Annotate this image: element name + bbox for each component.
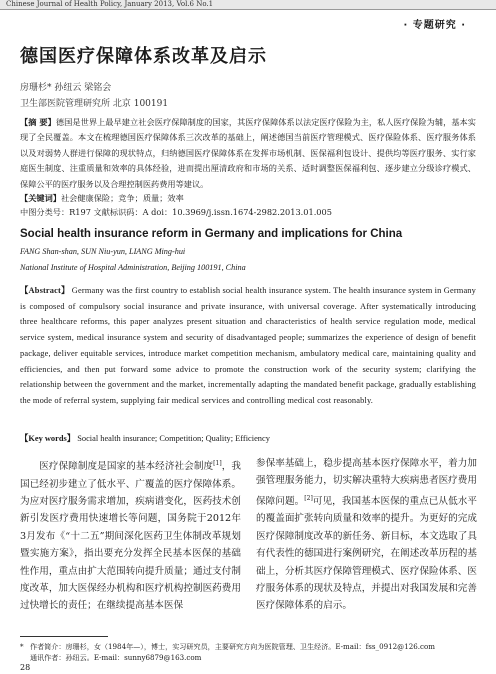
keywords-en bbox=[20, 432, 476, 444]
abstract-en-text: Germany was the first country to establish social health insurance system. The health insurance system in Germany is composed of compulsory social insurance and private insurance, with universal coverage. After systematically introducing three healthcare reforms, this paper analyzes present situation and characteristics of health service regulation mode, medical service system, medical insurance system and security of disadvantaged people; summarizes the experience of design of benefit package, deliver equitable services, introduce market competition mechanism, ambulatory medical care, maintaining quality and efficiencies, and then put forward some advice to promote the construction work of the security system; clarifying the relationship between the government and the market, incrementally adapting the mandated benefit package, gradually establishing the mode of referral system, supplying fair medical services and controlling medical cost reasonably. bbox=[20, 286, 476, 405]
footnote-line-author bbox=[20, 641, 476, 652]
abstract-en bbox=[20, 283, 476, 409]
article-title-zh: 德国医疗保障体系改革及启示 bbox=[20, 46, 267, 67]
citation-ref-1[interactable]: [1] bbox=[213, 460, 222, 467]
keywords-zh bbox=[20, 191, 476, 206]
keywords-zh-label: 【关键词】 bbox=[20, 193, 61, 203]
citation-ref-2[interactable]: [2] bbox=[304, 494, 313, 502]
body-left-text-b: ，我国已经初步建立了低水平、广覆盖的医疗保障体系。为应对医疗服务需求增加，疾病谱变化，医药技术创新引发医疗费用快速增长等问题，国务院于2012年3月发布《“十二五”期间深化医药卫生体制改革规划暨实施方案》，指出要充分发挥全民基本医保的基础性作用，重点由扩大范围转向提升质量；通过支付制度改革，加大医保经办机构和医疗机构控制医药费用过快增长的责任；在继续提高基本医保 bbox=[20, 461, 242, 612]
running-header: Chinese Journal of Health Policy, January 2013, Vol.6 No.1 bbox=[6, 0, 214, 8]
footnote-divider bbox=[20, 636, 108, 637]
body-right-text-b: 可见，我国基本医保的重点已从低水平的覆盖面扩张转向质量和效率的提升。为更好的完成医疗保障制度改革的新任务、新目标，本文选取了具有代表性的德国进行案例研究，在阐述改革历程的基础上，分析其医疗保障管理模式、医疗保险体系、医疗服务体系的现状及特点，并提出对我国发展和完善医疗保障体系的启示。 bbox=[256, 496, 478, 612]
affiliation-zh: 卫生部医院管理研究所 北京 100191 bbox=[20, 99, 169, 109]
body-right-text-a: 参保率基础上，稳步提高基本医疗保障水平，着力加强管理服务能力，切实解决重特大疾病患者医疗费用保障问题。 bbox=[256, 458, 477, 507]
footnote-marker: * bbox=[20, 642, 24, 651]
abstract-en-label: 【Abstract】 bbox=[20, 286, 70, 295]
abstract-zh-text: 德国是世界上最早建立社会医疗保障制度的国家，其医疗保障体系以法定医疗保险为主，私人医疗保险为辅，基本实现了全民覆盖。本文在梳理德国医疗保障体系三次改革的基础上，阐述德国当前医疗管理模式、医疗保险体系、医疗服务体系以及对弱势人群进行保障的现状特点，归纳德国医疗保障体系在发挥市场机制、医保福利包设计、提供均等医疗服务、实行家庭医生制度、注重质量和效率的具体经验，进而提出厘清政府和市场的关系、适时调整医保福利包、逐步建立分级诊疗模式、保障公平的医疗服务以及合理控制医药费用等建议。 bbox=[20, 117, 476, 189]
page-number: 28 bbox=[20, 663, 31, 672]
keywords-en-text: Social health insurance; Competition; Quality; Efficiency bbox=[75, 434, 270, 443]
abstract-zh bbox=[20, 115, 476, 192]
authors-en: FANG Shan-shan, SUN Niu-yun, LIANG Ming-hui bbox=[20, 247, 186, 256]
footnote-line-correspondence: 通讯作者：孙纽云。E-mail：sunny6879@163.com bbox=[30, 653, 202, 662]
running-header-bar bbox=[0, 0, 496, 10]
affiliation-en: National Institute of Hospital Administration, Beijing 100191, China bbox=[20, 263, 246, 272]
footnote-author-text: 作者简介：房珊杉，女（1984年—），博士，实习研究员，主要研究方向为医院管理、卫生经济。E-mail：fss_0912@126.com bbox=[30, 642, 436, 651]
section-tag: · 专题研究 · bbox=[403, 20, 466, 31]
keywords-zh-text: 社会健康保险；竞争；质量；效率 bbox=[60, 193, 184, 203]
body-column-left bbox=[20, 455, 241, 615]
authors-zh: 房珊杉* 孙纽云 梁铭会 bbox=[20, 83, 112, 93]
body-left-text-a: 医疗保障制度是国家的基本经济社会制度 bbox=[39, 461, 214, 473]
keywords-en-label: 【Key words】 bbox=[20, 434, 76, 443]
abstract-zh-label: 【摘 要】 bbox=[20, 117, 56, 127]
body-column-right bbox=[256, 455, 477, 615]
footnote bbox=[20, 641, 476, 663]
classification-line: 中图分类号：R197 文献标识码：A doi：10.3969/j.issn.1674-2982.2013.01.005 bbox=[20, 207, 332, 217]
article-title-en: Social health insurance reform in Germany and implications for China bbox=[20, 228, 403, 240]
